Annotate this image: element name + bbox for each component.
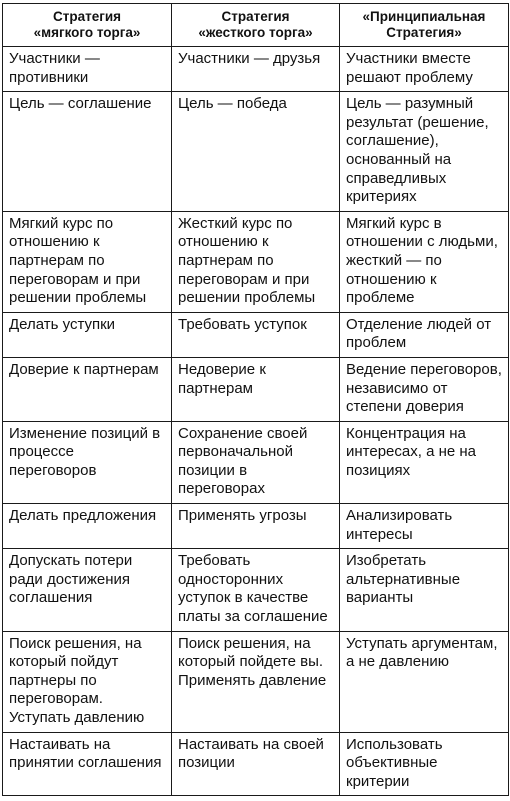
cell-hard: Требовать уступок [172, 312, 340, 357]
cell-soft: Мягкий курс по отношению к партнерам по переговорам и при решении проблемы [3, 211, 172, 312]
cell-principled: Уступать аргументам, а не давлению [340, 631, 509, 732]
table-row [3, 312, 509, 357]
cell-hard: Требовать односторонних уступок в качестве платы за соглашение [172, 549, 340, 631]
cell-hard: Жесткий курс по отношению к партнерам по переговорам и при решении проблемы [172, 211, 340, 312]
table-row [3, 504, 509, 549]
cell-soft: Изменение позиций в процессе переговоров [3, 421, 172, 503]
table-row [3, 549, 509, 631]
header-line: «жесткого торга» [198, 25, 313, 40]
header-hard-bargaining [172, 4, 340, 47]
cell-soft: Делать предложения [3, 504, 172, 549]
table-row [3, 357, 509, 421]
cell-hard: Цель — победа [172, 92, 340, 212]
cell-hard: Сохранение своей первоначальной позиции в переговорах [172, 421, 340, 503]
table-header [3, 4, 509, 47]
strategies-table [2, 3, 509, 796]
cell-principled: Мягкий курс в отношении с людьми, жесткий — по отношению к проблеме [340, 211, 509, 312]
header-line: «Принципиальная [362, 9, 486, 24]
cell-soft: Настаивать на принятии соглашения [3, 732, 172, 796]
cell-principled: Отделение людей от проблем [340, 312, 509, 357]
cell-soft: Поиск решения, на который пойдут партнеры по переговорам. Уступать давлению [3, 631, 172, 732]
cell-principled: Изобретать альтернативные варианты [340, 549, 509, 631]
header-line: Стратегия» [386, 25, 462, 40]
table-row [3, 732, 509, 796]
cell-soft: Цель — соглашение [3, 92, 172, 212]
cell-principled: Использовать объективные критерии [340, 732, 509, 796]
cell-hard: Применять угрозы [172, 504, 340, 549]
table-row [3, 211, 509, 312]
cell-principled: Ведение переговоров, независимо от степени доверия [340, 357, 509, 421]
cell-soft: Допускать потери ради достижения соглашения [3, 549, 172, 631]
table-row [3, 92, 509, 212]
table-row [3, 631, 509, 732]
cell-principled: Цель — разумный результат (решение, соглашение), основанный на справедливых критериях [340, 92, 509, 212]
header-soft-bargaining [3, 4, 172, 47]
header-principled-strategy [340, 4, 509, 47]
header-line: «мягкого торга» [33, 25, 141, 40]
cell-hard: Недоверие к партнерам [172, 357, 340, 421]
cell-hard: Настаивать на своей позиции [172, 732, 340, 796]
cell-soft: Доверие к партнерам [3, 357, 172, 421]
cell-principled: Анализировать интересы [340, 504, 509, 549]
header-row [3, 4, 509, 47]
header-line: Стратегия [52, 9, 122, 24]
cell-soft: Участники — противники [3, 47, 172, 92]
table-row [3, 47, 509, 92]
cell-hard: Участники — друзья [172, 47, 340, 92]
table-row [3, 421, 509, 503]
cell-principled: Концентрация на интересах, а не на позициях [340, 421, 509, 503]
cell-soft: Делать уступки [3, 312, 172, 357]
cell-principled: Участники вместе решают проблему [340, 47, 509, 92]
table-body [3, 47, 509, 796]
cell-hard: Поиск решения, на который пойдете вы. Применять давление [172, 631, 340, 732]
header-line: Стратегия [221, 9, 290, 24]
